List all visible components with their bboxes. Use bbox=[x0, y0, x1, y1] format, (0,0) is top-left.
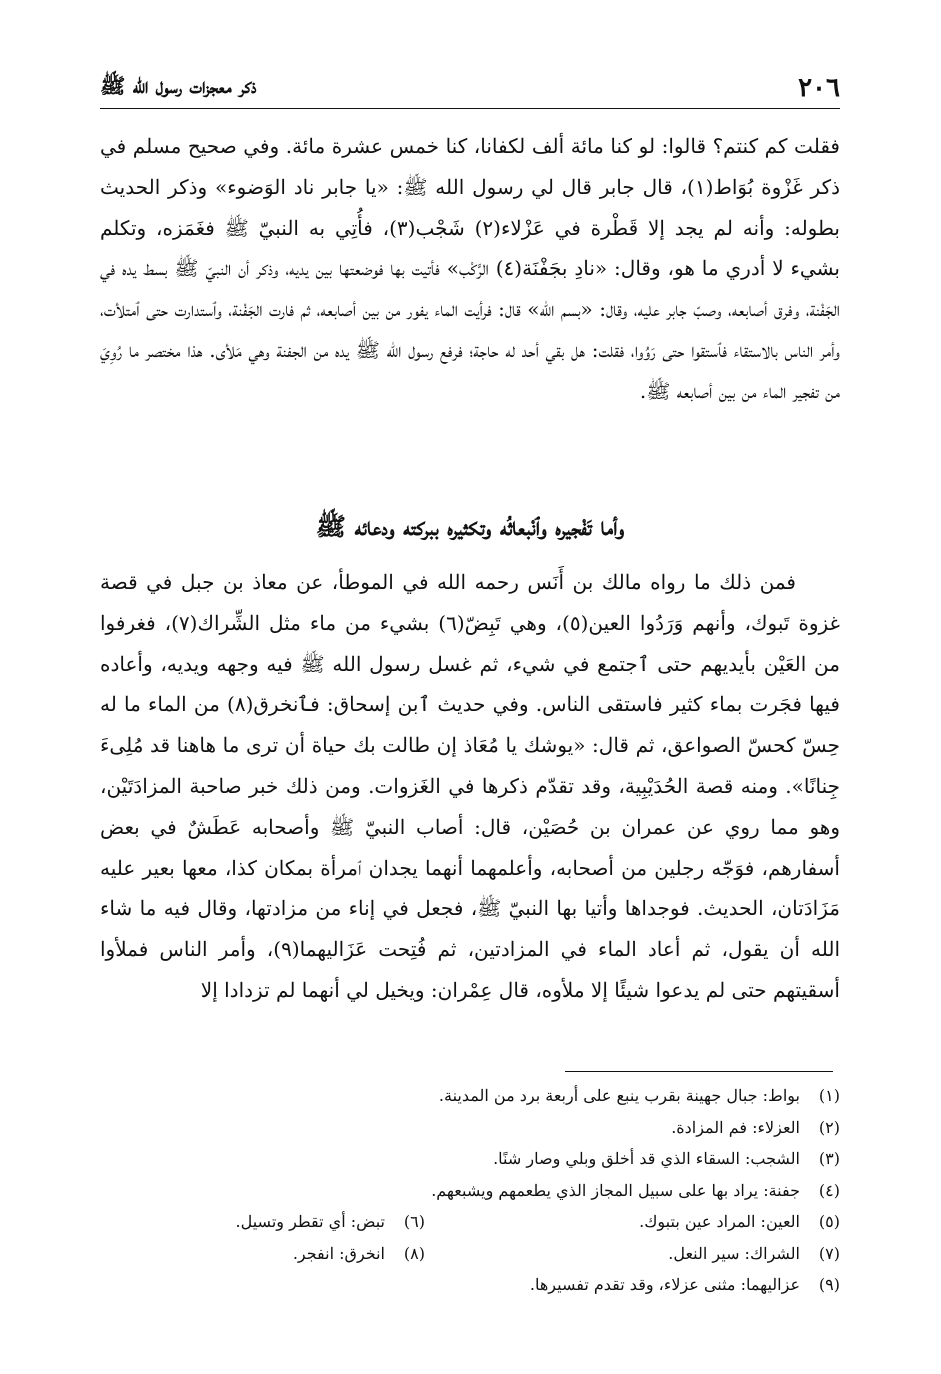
footnote-text: الشجب: السقاء الذي قد أخلق وبلي وصار شنًا. bbox=[493, 1149, 800, 1168]
footnotes bbox=[100, 1080, 840, 1301]
opening-paragraph-block bbox=[100, 126, 840, 412]
running-title: ذكر معجزات رسول الله ﷺ bbox=[100, 72, 257, 98]
footnote-text: الشراك: سير النعل. bbox=[668, 1243, 800, 1263]
footnote-1 bbox=[425, 1080, 840, 1112]
footnote-2 bbox=[425, 1112, 840, 1144]
header-rule bbox=[100, 108, 840, 109]
footnote-number: (٢) bbox=[818, 1117, 840, 1137]
footnote-text: جفنة: يراد بها على سبيل المجاز الذي يطعمهم ويشبعهم. bbox=[431, 1180, 800, 1200]
footnote-4 bbox=[425, 1175, 840, 1207]
footnote-number: (٥) bbox=[818, 1212, 840, 1231]
footnote-7 bbox=[425, 1238, 840, 1270]
footnote-row bbox=[100, 1080, 840, 1112]
footnote-text: انخرق: انفجر. bbox=[292, 1243, 385, 1263]
footnote-8 bbox=[293, 1238, 425, 1270]
footnote-3 bbox=[425, 1143, 840, 1175]
footnote-5 bbox=[425, 1206, 840, 1238]
footnote-text: تبض: أي تقطر وتسيل. bbox=[235, 1212, 385, 1231]
footnote-text: العين: المراد عين بتبوك. bbox=[639, 1212, 800, 1231]
footnote-number: (٦) bbox=[403, 1212, 425, 1231]
footnote-6 bbox=[236, 1206, 425, 1238]
footnote-number: (٩) bbox=[818, 1275, 840, 1294]
footnote-number: (٧) bbox=[818, 1243, 840, 1263]
footnote-9 bbox=[425, 1269, 840, 1301]
running-header bbox=[100, 70, 840, 106]
footnote-text: عزاليهما: مثنى عزلاء، وقد تقدم تفسيرها. bbox=[529, 1275, 800, 1294]
main-paragraph: فمن ذلك ما رواه مالك بن أَنَس رحمه الله في الموطأ، عن معاذ بن جبل في قصة غزوة تَبوك، وأنهم وَرَدُوا العين(٥)، وهي تَبِضّ(٦) بشيء من ماء مثل الشِّراك(٧)، فغرفوا من العَيْن بأيديهم حتى ٱجتمع في شيء، ثم غسل رسول الله ﷺ فيه وجهه ويديه، وأعاده فيها فجَرت بماء كثير فاستقى الناس. وفي حديث ٱبن إسحاق: فٱنخرق(٨) من الماء ما له حِسّ كحسّ الصواعق، ثم قال: «يوشك يا مُعَاذ إن طالت بك حياة أن ترى ما هاهنا قد مُلِىءَ جِنانًا». ومنه قصة الحُدَيْبِية، وقد تقدّم ذكرها في الغَزوات. ومن ذلك خبر صاحبة المزادَتَيْن، وهو مما روي عن عمران بن حُصَيْن، قال: أصاب النبيّ ﷺ وأصحابه عَطَشٌ في بعض أسفارهم، فوَجّه رجلين من أصحابه، وأعلمهما أنهما يجدان ٱمرأة بمكان كذا، معها بعير عليه مَزَادَتان، الحديث. فوجداها وأتيا بها النبيّ ﷺ، فجعل في إناء من مزادتها، وقال فيه ما شاء الله أن يقول، ثم أعاد الماء في المزادتين، ثم فُتِحت عَزَاليهما(٩)، وأمر الناس فملأوا أسقيتهم حتى لم يدعوا شيئًا إلا ملأوه، قال عِمْران: ويخيل لي أنهما لم تزدادا إلا bbox=[100, 570, 841, 1002]
page-number: ٢٠٦ bbox=[798, 73, 840, 103]
footnote-number: (١) bbox=[818, 1086, 840, 1105]
footnote-row bbox=[100, 1175, 840, 1207]
footnote-row bbox=[100, 1206, 840, 1238]
footnote-text: العزلاء: فم المزادة. bbox=[671, 1117, 800, 1137]
footnote-number: (٣) bbox=[818, 1149, 840, 1168]
main-paragraph-block bbox=[100, 562, 840, 1011]
footnote-number: (٤) bbox=[818, 1180, 840, 1200]
footnote-rule bbox=[565, 1071, 833, 1072]
footnote-row bbox=[100, 1143, 840, 1175]
footnote-text: بواط: جبال جهينة بقرب ينبع على أربعة برد من المدينة. bbox=[438, 1086, 800, 1105]
footnote-row bbox=[100, 1112, 840, 1144]
opening-paragraph: فقلت كم كنتم؟ قالوا: لو كنا مائة ألف لكفانا، كنا خمس عشرة مائة. وفي صحيح مسلم في ذكر غَزْوة بُوَاط(١)، قال جابر قال لي رسول الله ﷺ: «يا جابر ناد الوَضوء» وذكر الحديث بطوله: وأنه لم يجد إلا قَطْرة في عَزْلاء(٢) شَجْب(٣)، فأُتِي به النبيّ ﷺ فغَمَزه، وتكلم بشيء لا أدري ما هو، وقال: «نادِ بجَفْنَة(٤) الرَّكْب» فأتيت بها فوضعتها بين يديه، وذكر أن النبيّ ﷺ بسط يده في الجَفْنة، وفرق أصابعه، وصبّ جابر عليه، وقال: «بسم الله» قال: فرأيت الماء يفور من بين أصابعه، ثم فارت الجَفْنة، وٱستدارت حتى ٱمتلأت، وأمر الناس بالاستقاء فٱستقوا حتى رَوُوا، فقلت: هل بقي أحد له حاجة؛ فرفع رسول الله ﷺ يده من الجفنة وهي مَلأى. هذا مختصر ما رُوِيَ من تفجير الماء من بين أصابعه ﷺ. bbox=[100, 134, 840, 403]
footnote-row bbox=[100, 1269, 840, 1301]
section-heading: وأما تَفْجيره وٱنْبعاثُه وتكثيره ببركته ودعائه ﷺ bbox=[315, 512, 625, 541]
footnote-number: (٨) bbox=[403, 1243, 425, 1263]
footnote-row bbox=[100, 1238, 840, 1270]
